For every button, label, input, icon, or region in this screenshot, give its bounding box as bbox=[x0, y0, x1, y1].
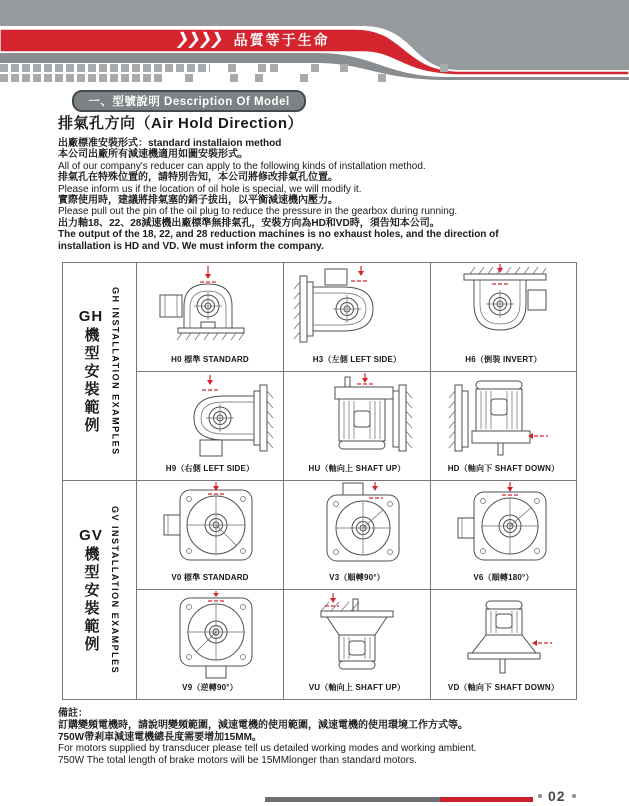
square-row bbox=[0, 64, 210, 72]
page-number: 02 bbox=[548, 788, 566, 804]
footer-bar bbox=[265, 797, 533, 802]
square-row bbox=[0, 74, 165, 82]
gh-en-label: GH INSTALLATION EXAMPLES bbox=[110, 287, 121, 456]
chevrons-icon: ❯❯❯❯ bbox=[174, 31, 224, 48]
installation-table bbox=[62, 262, 577, 700]
header-slogan-group bbox=[176, 29, 330, 51]
gv-section-label bbox=[63, 481, 137, 699]
diagram-v9-rotated-minus-90 bbox=[140, 591, 280, 683]
intro-line: 本公司出廠所有減速機適用如圖安裝形式。 bbox=[58, 149, 248, 161]
intro-block bbox=[58, 112, 576, 252]
cell-caption: H6（倒裝 INVERT） bbox=[465, 355, 542, 364]
cell-vd bbox=[431, 590, 576, 699]
diagram-hu-shaft-up bbox=[287, 373, 427, 465]
header-slogan: 品質等于生命 bbox=[233, 32, 330, 48]
diagram-h0-standard bbox=[140, 264, 280, 356]
intro-line: installation is HD and VD. We must inform the company. bbox=[58, 240, 324, 252]
diagram-v0-standard bbox=[140, 482, 280, 574]
intro-line: 出力軸18、22、28減速機出廠標準無排氣孔，安裝方向為HD和VD時，須告知本公司。 bbox=[58, 217, 440, 229]
cell-caption: H9（右側 LEFT SIDE） bbox=[165, 464, 255, 473]
intro-line: 排氣孔在特殊位置的，請特別告知，本公司將修改排氣孔位置。 bbox=[58, 172, 338, 184]
notes-block bbox=[58, 708, 578, 766]
intro-line: 實際使用時，建議將排氣塞的銷子拔出，以平衡減速機內壓力。 bbox=[58, 195, 338, 207]
cell-v3 bbox=[284, 481, 431, 590]
cell-caption: HD（軸向下 SHAFT DOWN） bbox=[447, 464, 560, 473]
diagram-v3-rotated-90 bbox=[287, 482, 427, 574]
notes-title: 備註： bbox=[58, 708, 88, 719]
notes-line: 750W The total length of brake motors will be 15MMlonger than standard motors. bbox=[58, 754, 417, 766]
notes-line: 訂購變頻電機時，請說明變頻範圍，減速電機的使用範圍，減速電機的使用環境工作方式等。 bbox=[58, 720, 468, 731]
diagram-v6-rotated-180 bbox=[434, 482, 574, 574]
section-title-pill: 一、型號說明 Description Of Model bbox=[72, 90, 306, 112]
cell-hu bbox=[284, 372, 431, 481]
cell-v0 bbox=[137, 481, 284, 590]
cell-h3 bbox=[284, 263, 431, 372]
intro-line: Please pull out the pin of the oil plug to reduce the pressure in the gearbox during running. bbox=[58, 206, 458, 218]
cell-h0 bbox=[137, 263, 284, 372]
diagram-h9-right-side bbox=[140, 373, 280, 465]
cell-caption: V3（順轉90°） bbox=[329, 573, 385, 582]
gh-code: GH bbox=[78, 308, 104, 325]
cell-hd bbox=[431, 372, 576, 481]
cell-caption: HU（軸向上 SHAFT UP） bbox=[308, 464, 406, 473]
diagram-vu-shaft-up bbox=[287, 591, 427, 683]
footer-dot-icon bbox=[572, 794, 576, 798]
cell-caption: H0 標準 STANDARD bbox=[171, 355, 249, 364]
gv-code: GV bbox=[79, 526, 103, 544]
footer-dot-icon bbox=[538, 794, 542, 798]
intro-line: The output of the 18, 22, and 28 reduction machines is no exhaust holes, and the direction of bbox=[58, 229, 499, 241]
cell-h9 bbox=[137, 372, 284, 481]
intro-line: 出廠標准安裝形式：standard installaion method bbox=[58, 138, 282, 149]
footer-page-group bbox=[538, 788, 576, 804]
gv-cjk-label: 機型安裝範例 bbox=[82, 545, 100, 654]
diagram-vd-shaft-down bbox=[434, 591, 574, 683]
cell-caption: VD（軸向下 SHAFT DOWN） bbox=[447, 683, 560, 692]
cell-v6 bbox=[431, 481, 576, 590]
cell-v9 bbox=[137, 590, 284, 699]
gh-cjk-label: 機型安裝範例 bbox=[82, 327, 100, 435]
cell-caption: V0 標準 STANDARD bbox=[171, 573, 249, 582]
cell-h6 bbox=[431, 263, 576, 372]
cell-caption: V6（順轉180°） bbox=[473, 573, 534, 582]
diagram-hd-shaft-down bbox=[434, 373, 574, 465]
cell-caption: VU（軸向上 SHAFT UP） bbox=[308, 683, 406, 692]
intro-line: All of our company's reducer can apply to the following kinds of installation method. bbox=[58, 160, 426, 172]
cell-caption: H3（左側 LEFT SIDE） bbox=[312, 355, 402, 364]
intro-line: Please inform us if the location of oil hole is special, we will modify it. bbox=[58, 183, 362, 195]
gh-section-label bbox=[63, 263, 137, 481]
cell-caption: V9（逆轉90°） bbox=[182, 683, 238, 692]
notes-line: 750W帶剎車減速電機總長度需要增加15MM。 bbox=[58, 731, 262, 743]
intro-heading: 排氣孔方向（Air Hold Direction） bbox=[58, 115, 304, 132]
diagram-h6-invert bbox=[434, 264, 574, 356]
gv-en-label: GV INSTALLATION EXAMPLES bbox=[109, 505, 120, 675]
notes-line: For motors supplied by transducer please tell us detailed working modes and working ambient. bbox=[58, 743, 477, 755]
cell-vu bbox=[284, 590, 431, 699]
diagram-h3-left-side bbox=[287, 264, 427, 356]
